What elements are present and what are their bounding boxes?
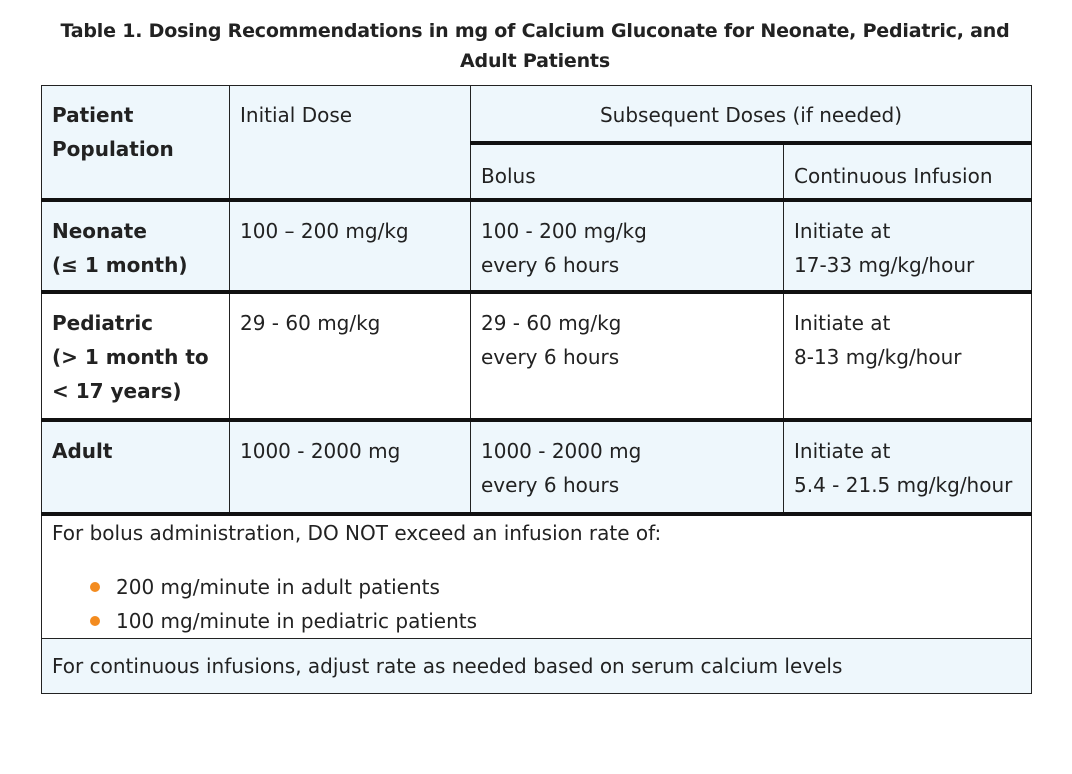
bolus-dose-line: 29 - 60 mg/kg bbox=[481, 310, 622, 335]
header-subsequent-doses bbox=[471, 86, 1032, 143]
table-row-pediatric bbox=[42, 292, 1032, 420]
header-continuous-infusion-label: Continuous Infusion bbox=[794, 163, 993, 188]
infusion-cell bbox=[784, 200, 1032, 292]
population-line: Pediatric bbox=[52, 310, 154, 335]
population-cell bbox=[42, 200, 230, 292]
header-bolus-label: Bolus bbox=[481, 163, 536, 188]
infusion-rate-line: 8-13 mg/kg/hour bbox=[794, 344, 962, 369]
infusion-cell bbox=[784, 292, 1032, 420]
population-line: Neonate bbox=[52, 218, 147, 243]
infusion-line: Initiate at bbox=[794, 310, 891, 335]
bolus-dose-line: 100 - 200 mg/kg bbox=[481, 218, 647, 243]
bolus-dose-line: 1000 - 2000 mg bbox=[481, 438, 642, 463]
infusion-note-text: For continuous infusions, adjust rate as needed based on serum calcium levels bbox=[52, 653, 843, 678]
header-patient-population-line-2: Population bbox=[52, 137, 174, 161]
population-line: Adult bbox=[52, 438, 113, 463]
initial-dose-cell bbox=[230, 420, 471, 514]
population-line: < 17 years) bbox=[52, 378, 182, 403]
population-cell bbox=[42, 420, 230, 514]
list-item bbox=[52, 570, 1021, 604]
initial-dose-cell bbox=[230, 200, 471, 292]
population-cell bbox=[42, 292, 230, 420]
header-initial-dose bbox=[230, 86, 471, 200]
header-bolus bbox=[471, 143, 784, 200]
header-patient-population bbox=[42, 86, 230, 200]
infusion-rate-line: 17-33 mg/kg/hour bbox=[794, 252, 975, 277]
infusion-rate-line: 5.4 - 21.5 mg/kg/hour bbox=[794, 472, 1013, 497]
infusion-line: Initiate at bbox=[794, 438, 891, 463]
header-initial-dose-label: Initial Dose bbox=[240, 103, 353, 127]
table-caption: Table 1. Dosing Recommendations in mg of Calcium Gluconate for Neonate, Pediatric, and Adult Patients bbox=[60, 20, 1010, 72]
header-subsequent-doses-label: Subsequent Doses (if needed) bbox=[599, 103, 903, 127]
bolus-frequency-line: every 6 hours bbox=[481, 472, 620, 497]
dosing-table bbox=[41, 85, 1032, 694]
infusion-line: Initiate at bbox=[794, 218, 891, 243]
rate-limit-list bbox=[52, 570, 1021, 638]
bullet-dot-icon bbox=[90, 616, 100, 626]
bolus-note-row bbox=[42, 514, 1032, 639]
infusion-note-cell bbox=[42, 638, 1032, 693]
infusion-cell bbox=[784, 420, 1032, 514]
header-continuous-infusion bbox=[784, 143, 1032, 200]
header-patient-population-line-1: Patient bbox=[52, 103, 134, 127]
initial-dose-value: 100 – 200 mg/kg bbox=[240, 218, 409, 243]
population-line: (> 1 month to bbox=[52, 344, 209, 369]
bolus-note-cell bbox=[42, 514, 1032, 639]
initial-dose-value: 1000 - 2000 mg bbox=[240, 438, 401, 463]
header-row-1 bbox=[42, 86, 1032, 143]
population-line: (≤ 1 month) bbox=[52, 252, 188, 277]
list-item bbox=[52, 604, 1021, 638]
list-item-text: 100 mg/minute in pediatric patients bbox=[116, 608, 478, 633]
bolus-frequency-line: every 6 hours bbox=[481, 252, 620, 277]
initial-dose-value: 29 - 60 mg/kg bbox=[240, 310, 381, 335]
bullet-dot-icon bbox=[90, 582, 100, 592]
table-row-neonate bbox=[42, 200, 1032, 292]
bolus-cell bbox=[471, 420, 784, 514]
list-item-text: 200 mg/minute in adult patients bbox=[116, 574, 440, 599]
bolus-cell bbox=[471, 200, 784, 292]
table-row-adult bbox=[42, 420, 1032, 514]
bolus-cell bbox=[471, 292, 784, 420]
infusion-note-row bbox=[42, 638, 1032, 693]
initial-dose-cell bbox=[230, 292, 471, 420]
bolus-note-intro: For bolus administration, DO NOT exceed an infusion rate of: bbox=[52, 520, 662, 545]
bolus-frequency-line: every 6 hours bbox=[481, 344, 620, 369]
